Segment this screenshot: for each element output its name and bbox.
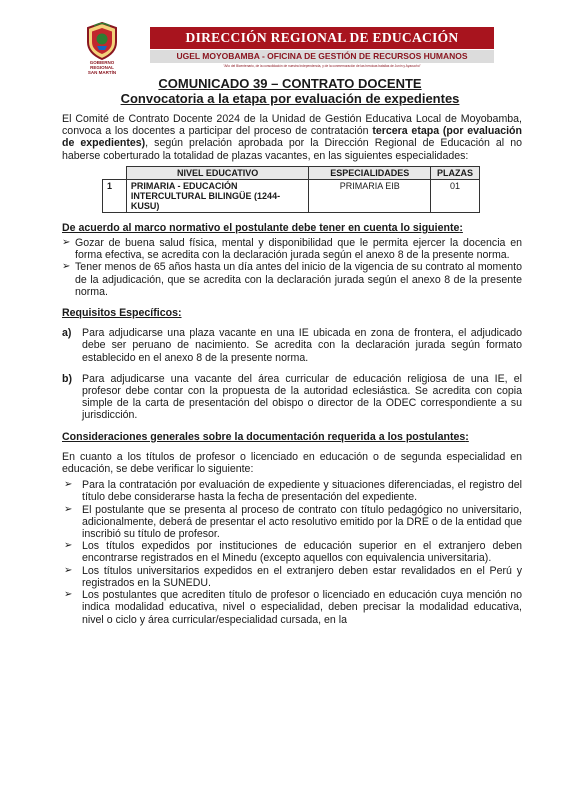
- marco-heading: De acuerdo al marco normativo el postulante debe tener en cuenta lo siguiente:: [62, 221, 463, 234]
- banner-motto: "Año del Bicentenario, de la consolidación de nuestra Independencia, y de la conmemoración de las heroicas batallas de Junín y Ayacucho": [223, 64, 421, 68]
- intro-text-1: El Comité de Contrato Docente 2024 de la Unidad de Gestión Educativa Local de Moyobamba, convoca a los docentes a participar del proceso de contratación: [62, 113, 522, 138]
- marco-list: [62, 237, 522, 298]
- row-nivel: PRIMARIA - EDUCACIÓN INTERCULTURAL BILINGÜE (1244-KUSU): [126, 179, 309, 212]
- document-title: COMUNICADO 39 – CONTRATO DOCENTE: [158, 76, 422, 91]
- consideraciones-heading-text: Consideraciones generales sobre la documentación requerida a los postulantes: [62, 430, 466, 443]
- vacancies-table: [102, 166, 480, 213]
- requisito-text: Para adjudicarse una plaza vacante en una IE ubicada en zona de frontera, el adjudicado debe ser peruano de nacimiento. Se acredita con la declaración jurada según formato establecido en el anexo 8 de la presente norma.: [82, 327, 522, 364]
- table-header-especialidades: ESPECIALIDADES: [309, 166, 431, 179]
- arrow-bullet-icon: ➢: [62, 237, 71, 249]
- consideracion-text: Los títulos universitarios expedidos en el extranjero deben estar revalidados en el Perú y registrados en la SUNEDU.: [82, 564, 522, 589]
- consideracion-text: El postulante que se presenta al proceso de contrato con título pedagógico no universitario, adicionalmente, deberá de presentar el acto resolutivo emitido por la DRE o de la entidad que inscribió su título de profesor.: [82, 503, 522, 541]
- intro-bold-text: tercera etapa (por evaluación de expedientes): [62, 125, 522, 150]
- arrow-bullet-icon: ➢: [64, 503, 73, 515]
- logo-caption-line2: SAN MARTÍN: [87, 70, 117, 75]
- marco-item-text: Gozar de buena salud física, mental y disponibilidad que le permita ejercer la docencia en forma efectiva, se acredita con la declaración jurada según el anexo 8 de la presente norma.: [75, 237, 522, 262]
- document-subtitle: Convocatoria a la etapa por evaluación de expedientes: [120, 91, 460, 106]
- list-item: [62, 261, 522, 298]
- consideraciones-heading: Consideraciones generales sobre la documentación requerida a los postulantes:: [62, 430, 469, 443]
- list-item: [62, 540, 522, 564]
- banner-title: DIRECCIÓN REGIONAL DE EDUCACIÓN: [150, 27, 494, 49]
- consideraciones-intro: En cuanto a los títulos de profesor o licenciado en educación o de segunda especialidad en educación, se debe verificar lo siguiente:: [62, 450, 522, 476]
- document-body: [62, 113, 522, 626]
- arrow-bullet-icon: ➢: [62, 261, 71, 273]
- requisitos-list: [62, 327, 522, 421]
- requisito-text: Para adjudicarse una vacante del área curricular de educación religiosa de una IE, el profesor debe contar con la propuesta de la autoridad eclesiástica. Se acredita con copia simple de la carta de presentación del obispo o director de la ODEC correspondiente a su jurisdicción.: [82, 372, 522, 422]
- regional-government-logo: [78, 22, 126, 74]
- consideracion-text: Para la contratación por evaluación de expediente y situaciones diferenciadas, el registro del título debe considerarse hasta la fecha de presentación del expediente.: [82, 479, 522, 504]
- list-item: [62, 373, 522, 422]
- table-header-blank: [103, 166, 127, 179]
- consideracion-text: Los títulos expedidos por instituciones de educación superior en el extranjero deben encontrarse registrados en el Minedu (excepto aquellos con equivalencia universitaria).: [82, 540, 522, 565]
- document-titles: [60, 76, 520, 106]
- marco-item-text: Tener menos de 65 años hasta un día antes del inicio de la vigencia de su contrato al momento de la adjudicación, que se acredita con la declaración jurada según el anexo 8 de la presente norma.: [75, 261, 522, 298]
- arrow-bullet-icon: ➢: [64, 589, 73, 601]
- arrow-bullet-icon: ➢: [64, 540, 73, 552]
- requisitos-heading: Requisitos Específicos:: [62, 307, 182, 320]
- arrow-bullet-icon: ➢: [64, 479, 73, 491]
- intro-paragraph: [62, 113, 522, 162]
- table-header-row: [103, 166, 480, 179]
- list-item: [62, 589, 522, 626]
- item-letter: b): [62, 372, 72, 385]
- list-item: [62, 479, 522, 503]
- list-item: [62, 565, 522, 589]
- table-row: [103, 179, 480, 212]
- arrow-bullet-icon: ➢: [64, 564, 73, 576]
- consideraciones-list: [62, 479, 522, 625]
- logo-caption-line1: GOBIERNO REGIONAL: [89, 60, 115, 70]
- intro-text-2: , según prelación aprobada por la Dirección Regional de Educación al no haberse coberturado la totalidad de plazas vacantes, en las siguientes especialidades:: [62, 137, 522, 162]
- row-number: 1: [103, 179, 127, 212]
- row-especialidad: PRIMARIA EIB: [309, 179, 431, 212]
- requisitos-heading-text: Requisitos Específicos: [62, 307, 178, 320]
- list-item: [62, 237, 522, 261]
- list-item: [62, 504, 522, 541]
- table-header-plazas: PLAZAS: [431, 166, 480, 179]
- item-letter: a): [62, 327, 72, 340]
- letterhead: [0, 0, 566, 76]
- row-plazas: 01: [431, 179, 480, 212]
- banner-subtitle: UGEL MOYOBAMBA - OFICINA DE GESTIÓN DE RECURSOS HUMANOS: [150, 50, 494, 63]
- coat-of-arms-icon: [85, 22, 119, 60]
- table-header-nivel: NIVEL EDUCATIVO: [126, 166, 309, 179]
- marco-heading-text: De acuerdo al marco normativo el postulante debe tener en cuenta lo siguiente: [62, 221, 460, 234]
- consideracion-text: Los postulantes que acrediten título de profesor o licenciado en educación cuya mención no indica modalidad educativa, nivel o especialidad, deben precisar la modalidad educativa, nivel o ciclo y área curricular/especialidad cursada, en la: [82, 589, 522, 626]
- list-item: [62, 327, 522, 364]
